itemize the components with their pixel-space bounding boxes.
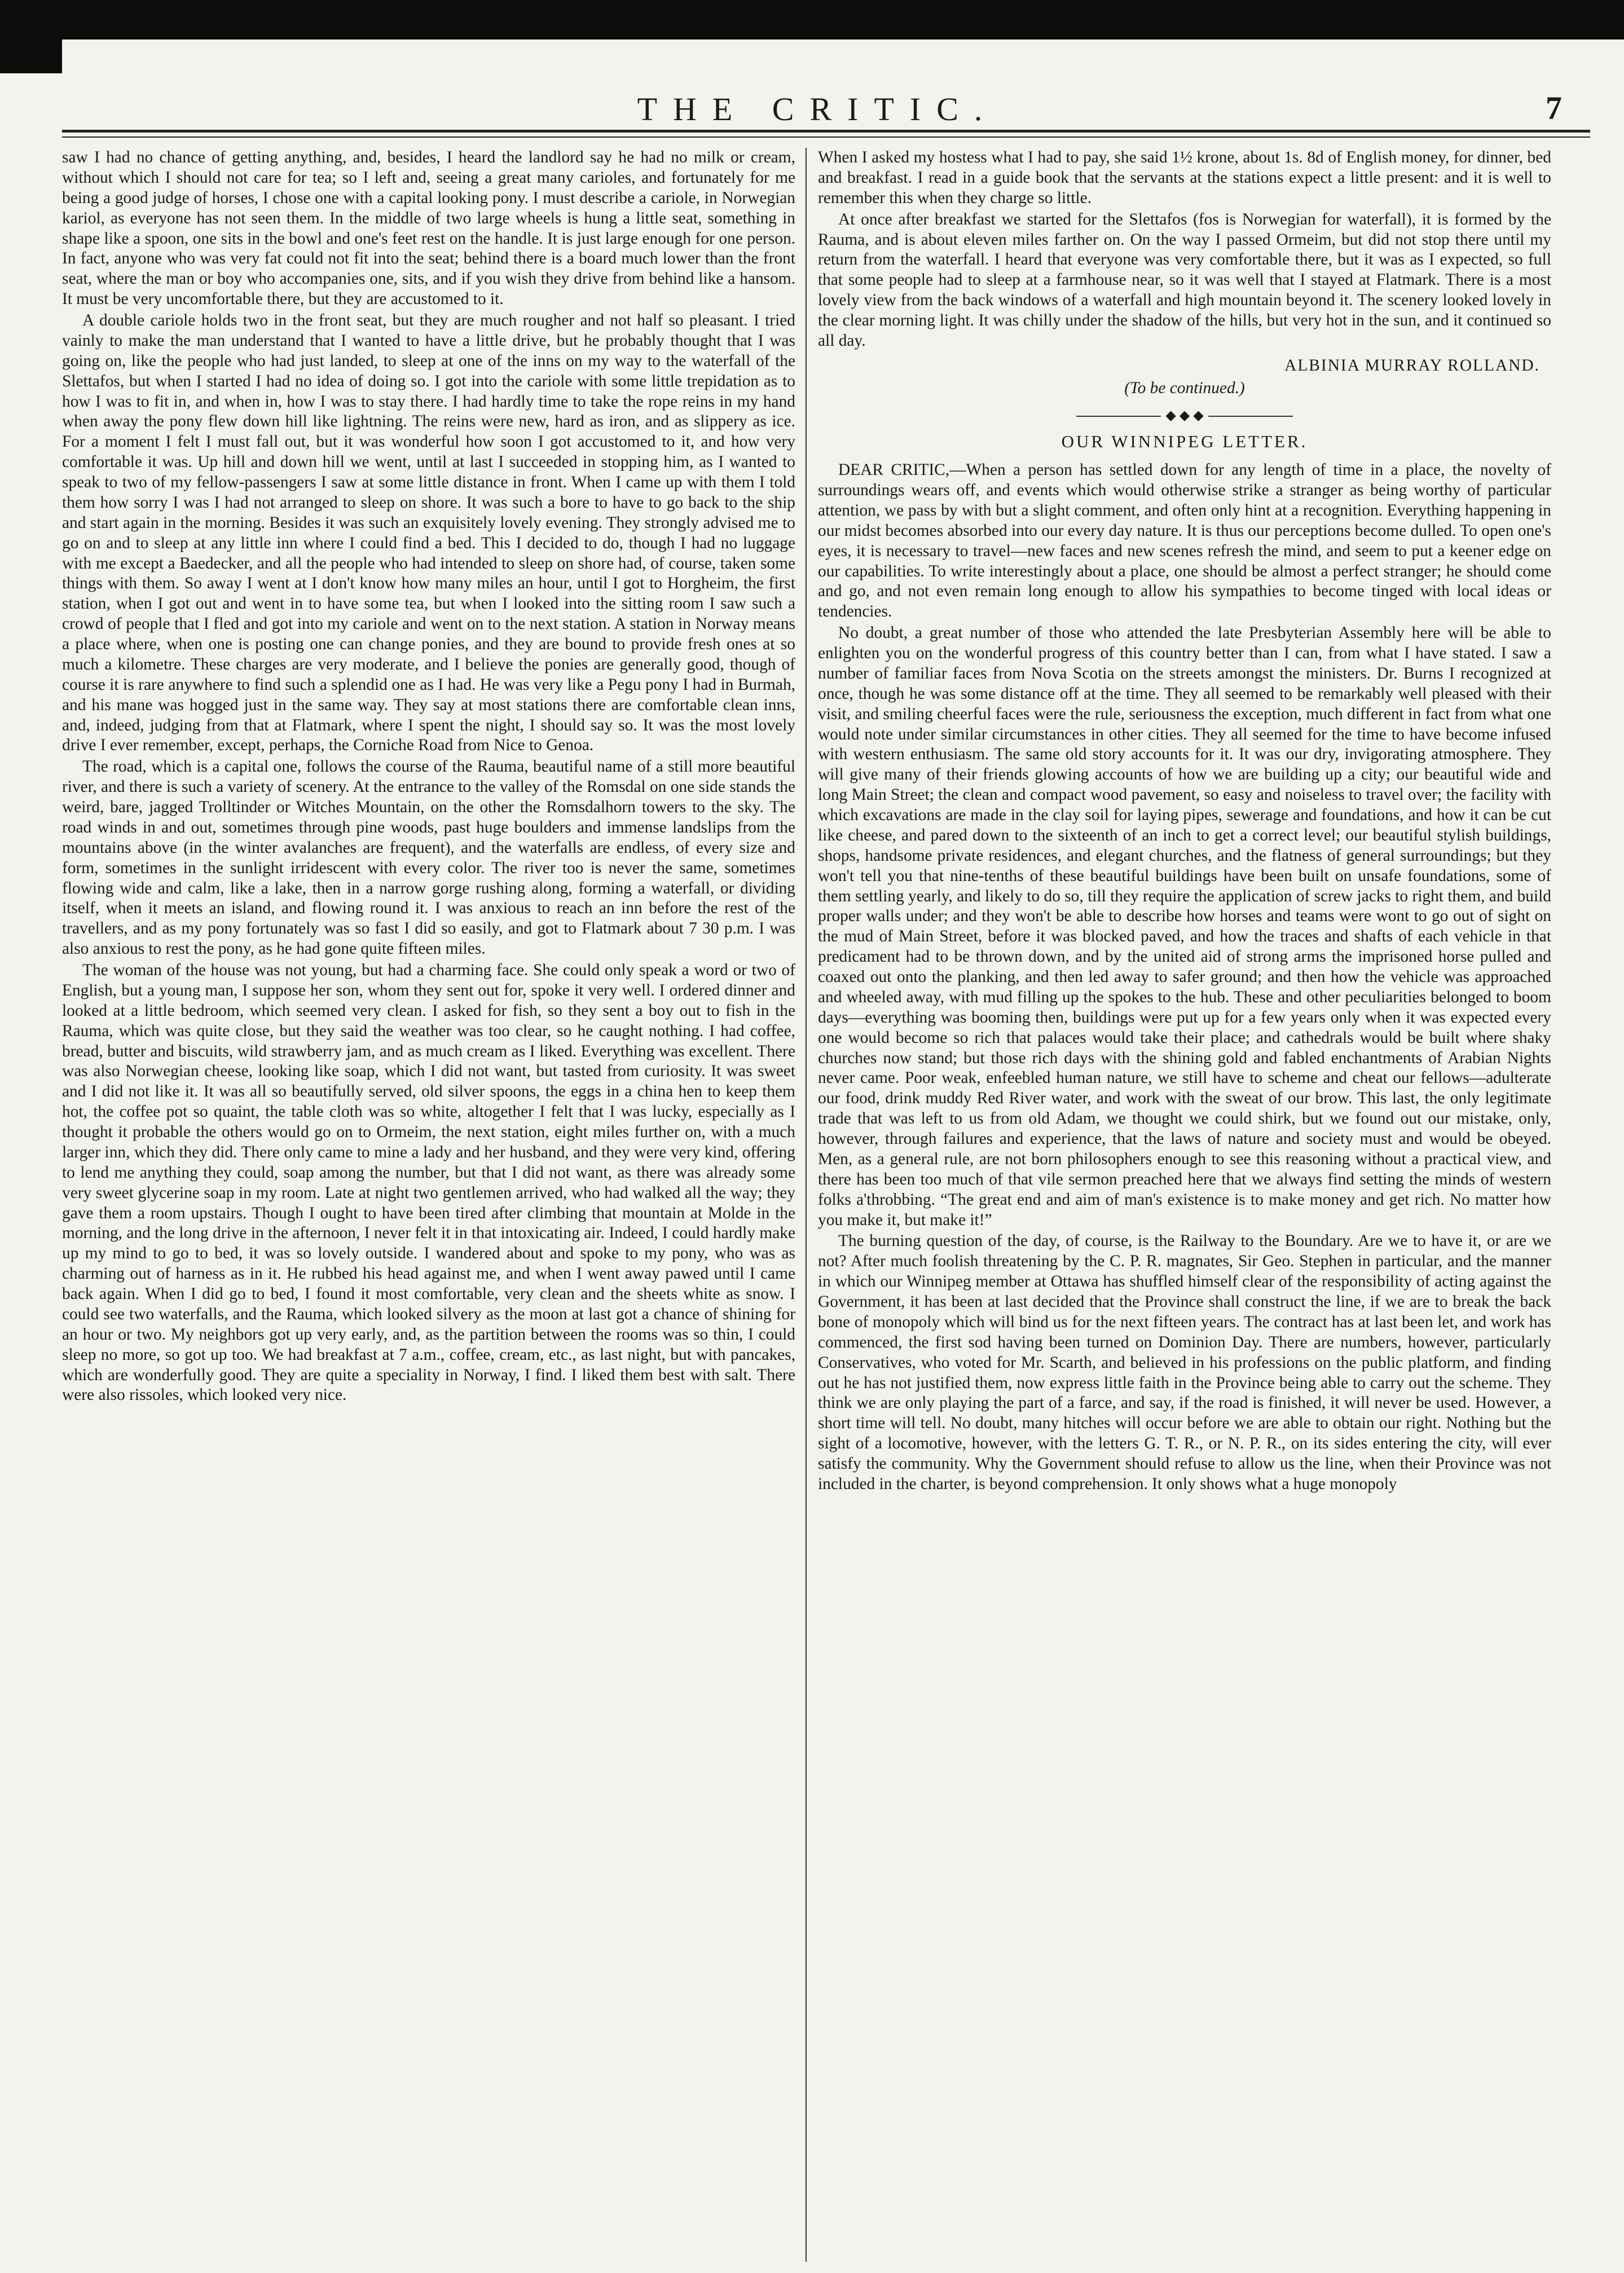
article-paragraph: The woman of the house was not young, but had a charming face. She could only speak a word or two of English, but a young man, I suppose her son, whom they sent out for, spoke it very well. I ordered dinner and looked at a little bedroom, which seemed very clean. I asked for fish, so they sent a boy out to fish in the Rauma, which was quite close, but they said the weather was too clear, so he caught nothing. I had coffee, bread, butter and biscuits, wild strawberry jam, and as much cream as I liked. Everything was excellent. There was also Norwegian cheese, looking like soap, which I did not want, but tasted from curiosity. It was sweet and I did not like it. It was all so beautifully served, old silver spoons, the eggs in a china hen to keep them hot, the coffee pot so quaint, the table cloth was so white, altogether I felt that I was lucky, especially as I thought it probable the others would go on to Ormeim, the next station, eight miles further on, with a much larger inn, which they did. There only came to mine a lady and her husband, and they were very kind, offering to lend me anything they could, soap among the number, but that I did not want, as there was already some very sweet glycerine soap in my room. Late at night two gentlemen arrived, who had walked all the way; they gave them a room upstairs. Though I ought to have been tired after climbing that mountain at Molde in the morning, and the long drive in the afternoon, I never felt it in that intoxicating air. Indeed, I could hardly make up my mind to go to bed, it was so lovely outside. I wandered about and spoke to my pony, who was as charming out of harness as in it. He rubbed his head against me, and when I went away pawed until I came back again. When I did go to bed, I found it most comfortable, very clean and the sheets white as snow. I could see two waterfalls, and the Rauma, which looked silvery as the moon at last got a chance of shining for an hour or two. My neighbors got up very early, and, as the partition between the rooms was so thin, I could sleep no more, so got up too. We had breakfast at 7 a.m., coffee, cream, etc., as last night, but with pancakes, which are wonderfully good. They are quite a speciality in Norway, I find. I liked them best with salt. There were also rissoles, which looked very nice.	[62, 961, 795, 1404]
corner-black-notch	[0, 39, 62, 73]
right-column	[818, 148, 1551, 2267]
left-column	[62, 148, 795, 2267]
letter-paragraph: The burning question of the day, of course, is the Railway to the Boundary. Are we to have it, or are we not? After much foolish threatening by the C. P. R. magnates, Sir Geo. Stephen in particular, and the manner in which our Winnipeg member at Ottawa has shuffled himself clear of the responsibility of acting against the Government, it has been at last decided that the Province shall construct the line, if we are to break the back bone of monopoly which will bind us for the next fifteen years. The contract has at last been let, and work has commenced, the first sod having been turned on Dominion Day. There are numbers, however, particularly Conservatives, who voted for Mr. Scarth, and believed in his professions on the public platform, and finding out he has not justified them, now express little faith in the Province being able to carry out the scheme. They think we are only playing the part of a farce, and say, if the road is finished, it will never be used. However, a short time will tell. No doubt, many hitches will occur before we are able to obtain our right. Nothing but the sight of a locomotive, however, with the letters G. T. R., or N. P. R., on its sides entering the city, will ever satisfy the community. Why the Government should refuse to allow us the line, when their Province was not included in the charter, is beyond comprehension. It only shows what a huge monopoly	[818, 1232, 1551, 1493]
section-headline: OUR WINNIPEG LETTER.	[1061, 431, 1308, 452]
column-divider	[806, 148, 807, 2262]
page-number: 7	[1546, 90, 1562, 126]
article-paragraph: saw I had no chance of getting anything, and, besides, I heard the landlord say he had no milk or cream, without which I should not care for tea; so I left and, seeing a great many carioles, and fortunately for me being a good judge of horses, I chose one with a capital looking pony. I must describe a cariole, in Norwegian kariol, as everyone has not seen them. In the middle of two large wheels is hung a little seat, something in shape like a spoon, one sits in the bowl and one's feet rest on the handle. It is just large enough for one person. In fact, anyone who was very fat could not fit into the seat; behind there is a board much lower than the front seat, where the man or boy who accompanies one, sits, and if you wish they drive from behind like a hansom. It must be very uncomfortable there, but they are accustomed to it.	[62, 148, 795, 309]
letter-paragraph: No doubt, a great number of those who attended the late Presbyterian Assembly here will be able to enlighten you on the wonderful progress of this country better than I can, from what I have stated. I saw a number of familiar faces from Nova Scotia on the streets amongst the ministers. Dr. Burns I recognized at once, though he was some distance off at the time. They all seemed to be remarkably well pleased with their visit, and smiling cheerful faces were the rule, seriousness the exception, much different in fact from what one would note under similar circumstances in other cities. They all seemed for the time to have become infused with western enthusiasm. The same old story accounts for it. It was our dry, invigorating atmosphere. They will give many of their friends glowing accounts of how we are building up a city; our beautiful wide and long Main Street; the clean and compact wood pavement, so easy and noiseless to travel over; the facility with which excavations are made in the clay soil for laying pipes, sewerage and foundations, and how it can be cut like cheese, and pared down to the sixteenth of an inch to get a correct level; our beautiful stylish buildings, shops, handsome private residences, and elegant churches, and the flatness of general surroundings; but they won't tell you that nine-tenths of these beautiful buildings have been built on unsafe foundations, some of them settling yearly, and likely to do so, till they require the application of screw jacks to right them, and build proper walls under; and they won't be able to describe how horses and teams were wont to go out of sight on the mud of Main Street, before it was blocked paved, and how the traces and shafts of each vehicle in that predicament had to be thrown down, and by the united aid of strong arms the imprisoned horse pulled and coaxed out onto the planking, and then led away to safer ground; and then how the vehicle was approached and wheeled away, with mud filling up the spokes to the hub. These and other peculiarities belonged to boom days—everything was booming then, buildings were put up for a few years only when it was expected every one would become so rich that palaces would take their place; and cathedrals would be built where shaky churches now stand; but those rich days with the shining gold and fabled enchantments of Arabian Nights never came. Poor weak, enfeebled human nature, we still have to scheme and cheat our fellows—adulterate our food, drink muddy Red River water, and work with the sweat of our brow. This last, the only legitimate trade that was left to us from old Adam, we thought we could shirk, but we found out our mistake, only, however, through failures and experience, that the laws of nature and society must and would be obeyed. Men, as a general rule, are not born philosophers enough to see this reasoning without a practical view, and there has been too much of that vile sermon preached here that we always find setting the minds of western folks a'throbbing. “The great end and aim of man's existence is to make money and get rich. No matter how you make it, but make it!”	[818, 624, 1551, 1229]
section-ornament: ◆ ◆ ◆	[818, 406, 1551, 426]
author-signature: ALBINIA MURRAY ROLLAND.	[1284, 356, 1540, 375]
header-rule-thin	[62, 136, 1590, 138]
top-black-border	[0, 0, 1624, 39]
letter-paragraph: DEAR CRITIC,—When a person has settled down for any length of time in a place, the novelty of surroundings wears off, and events which would otherwise strike a stranger as being worthy of particular attention, we pass by with but a slight comment, and often only hint at a recognition. Everything happening in our midst becomes absorbed into our every day nature. It is thus our perceptions become dulled. To open one's eyes, it is necessary to travel—new faces and new scenes refresh the mind, and seem to put a keener edge on our capabilities. To write interestingly about a place, one should be almost a perfect stranger; he should come and go, and not even remain long enough to allow his sympathies to become tinged with local ideas or tendencies.	[818, 461, 1551, 621]
continued-note: (To be continued.)	[1124, 378, 1245, 397]
article-paragraph: The road, which is a capital one, follows the course of the Rauma, beautiful name of a still more beautiful river, and there is such a variety of scenery. At the entrance to the valley of the Romsdal on one side stands the weird, bare, jagged Trolltinder or Witches Mountain, on the other the Romsdalhorn towers to the sky. The road winds in and out, sometimes through pine woods, past huge boulders and immense landslips from the mountains above (in the winter avalanches are frequent), and the waterfalls are endless, of every size and form, sometimes in the sunlight irridescent with every color. The river too is never the same, sometimes flowing wide and calm, like a lake, then in a narrow gorge rushing along, forming a waterfall, or dividing itself, when it meets an island, and flowing round it. I was anxious to reach an inn before the rest of the travellers, and as my pony fortunately was so fast I did so easily, and got to Flatmark about 7 30 p.m. I was also anxious to rest the pony, as he had gone quite fifteen miles.	[62, 757, 795, 958]
article-paragraph: At once after breakfast we started for the Slettafos (fos is Norwegian for waterfall), it is formed by the Rauma, and is about eleven miles farther on. On the way I passed Ormeim, but did not stop there until my return from the waterfall. I heard that everyone was very comfortable there, but it was as I expected, so full that some people had to sleep at a farmhouse near, so it was well that I stayed at Flatmark. There is a most lovely view from the back windows of a waterfall and high mountain beyond it. The scenery looked lovely in the clear morning light. It was chilly under the shadow of the hills, but very hot in the sun, and it continued so all day.	[818, 210, 1551, 350]
masthead-title: THE CRITIC.	[637, 91, 998, 127]
article-paragraph: When I asked my hostess what I had to pay, she said 1½ krone, about 1s. 8d of English money, for dinner, bed and breakfast. I read in a guide book that the servants at the stations expect a little present: and it is well to remember this when they charge so little.	[818, 148, 1551, 207]
article-paragraph: A double cariole holds two in the front seat, but they are much rougher and not half so pleasant. I tried vainly to make the man understand that I wanted to have a little drive, but he probably thought that I was going on, like the people who had just landed, to sleep at one of the inns on my way to the waterfall of the Slettafos, but when I started I had no idea of doing so. I got into the cariole with some little trepidation as to how I was to fit in, and when in, how I was to stay there. I had hardly time to take the rope reins in my hand when away the pony flew down hill like lightning. The reins were new, hard as iron, and as slippery as ice. For a moment I felt I must fall out, but it was wonderful how soon I got accustomed to it, and how very comfortable it was. Up hill and down hill we went, until at last I succeeded in stopping him, as I wanted to speak to two of my fellow-passengers I saw at some little distance in front. When I came up with them I told them how sorry I was I had not arranged to sleep on shore. It was such a bore to have to go back to the ship and start again in the morning. Besides it was such an exquisitely lovely evening. They strongly advised me to go on and to sleep at any little inn where I could find a bed. This I decided to do, though I had no luggage with me except a Baedecker, and all the people who had intended to sleep on shore had, of course, taken some things with them. So away I went at I don't know how many miles an hour, until I got to Horgheim, the first station, when I got out and went in to have some tea, but when I looked into the sitting room I saw such a crowd of people that I fled and got into my cariole and went on to the next station. A station in Norway means a place where, when one is posting one can change ponies, and they are bound to provide fresh ones at so much a kilometre. These charges are very moderate, and I believe the ponies are generally good, though of course it is rare anywhere to find such a splendid one as I had. He was very like a Pegu pony I had in Burmah, and his mane was hogged just in the same way. They say at most stations there are comfortable clean inns, and, indeed, judging from that at Flatmark, where I spent the night, I should say so. It was the most lovely drive I ever remember, except, perhaps, the Corniche Road from Nice to Genoa.	[62, 311, 795, 755]
header-rule-thick	[62, 130, 1590, 133]
